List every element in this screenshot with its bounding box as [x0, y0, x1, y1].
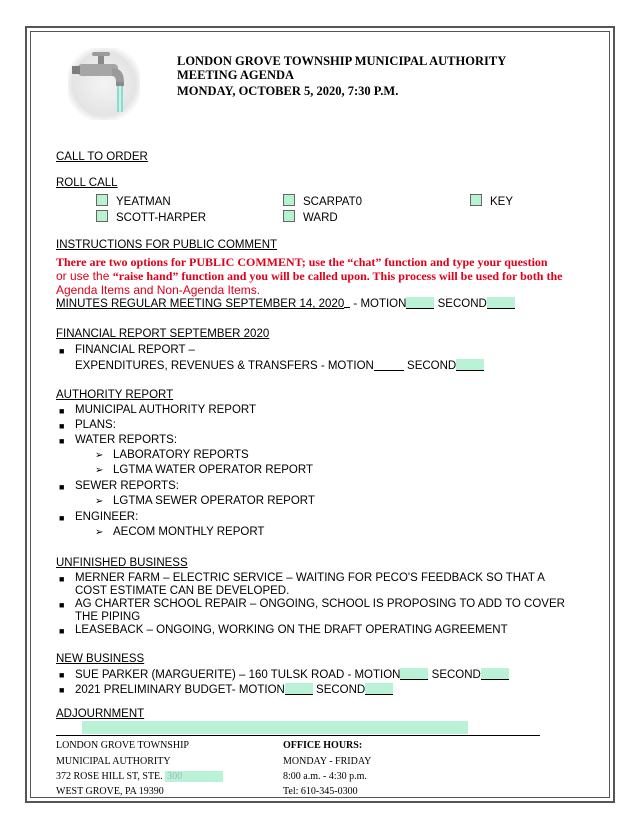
financial-motion-item: EXPENDITURES, REVENUES & TRANSFERS - MOTION SECOND [75, 359, 484, 372]
authority-subitem: AECOM MONTHLY REPORT [113, 526, 265, 538]
bullet-icon: ■ [59, 685, 65, 695]
new-business-item: 2021 PRELIMINARY BUDGET- MOTION SECOND [75, 683, 393, 696]
financial-report-heading: FINANCIAL REPORT SEPTEMBER 2020 [56, 328, 270, 340]
adjournment-highlight [82, 721, 468, 734]
faucet-logo-icon [68, 48, 140, 120]
header-meeting-date: MONDAY, OCTOBER 5, 2020, 7:30 P.M. [177, 84, 399, 98]
public-comment-line2: or use the “raise hand” function and you will be called upon. This process will be used for both the [56, 269, 563, 283]
checkbox-icon [96, 210, 108, 222]
checkbox-icon [470, 194, 482, 206]
public-comment-line3: Agenda Items and Non-Agenda Items. [56, 283, 261, 297]
bullet-icon: ■ [59, 346, 65, 356]
roll-call-member: SCARPAT0 [283, 194, 362, 208]
bullet-icon: ■ [59, 436, 65, 446]
checkbox-icon [283, 210, 295, 222]
roll-call-heading: ROLL CALL [56, 177, 118, 189]
authority-item: ENGINEER: [75, 511, 139, 523]
authority-item: WATER REPORTS: [75, 434, 178, 446]
authority-report-heading: AUTHORITY REPORT [56, 389, 174, 401]
unfinished-business-heading: UNFINISHED BUSINESS [56, 557, 188, 569]
roll-call-member: WARD [283, 210, 338, 224]
second-blank [481, 668, 509, 680]
authority-item: PLANS: [75, 419, 116, 431]
bullet-icon: ■ [59, 406, 65, 416]
unfinished-item: AG CHARTER SCHOOL REPAIR – ONGOING, SCHOOL IS PROPOSING TO ADD TO COVER [75, 598, 565, 610]
authority-subitem: LGTMA WATER OPERATOR REPORT [113, 464, 313, 476]
roll-call-member: SCOTT-HARPER [96, 210, 206, 224]
footer-rule [56, 735, 540, 736]
authority-item: SEWER REPORTS: [75, 480, 179, 492]
authority-item: MUNICIPAL AUTHORITY REPORT [75, 404, 257, 416]
footer-address-line: 372 ROSE HILL ST, STE. 300 [56, 771, 223, 782]
bullet-icon: ■ [59, 574, 65, 584]
footer-address-line: LONDON GROVE TOWNSHIP [56, 740, 189, 751]
unfinished-item: LEASEBACK – ONGOING, WORKING ON THE DRAFT OPERATING AGREEMENT [75, 624, 508, 636]
footer-address-line: MUNICIPAL AUTHORITY [56, 756, 171, 767]
arrow-bullet-icon: ➢ [95, 527, 104, 538]
financial-item: FINANCIAL REPORT – [75, 344, 195, 356]
motion-blank [374, 359, 404, 371]
office-hours-title: OFFICE HOURS: [283, 740, 363, 751]
motion-blank [406, 297, 434, 309]
authority-subitem: LABORATORY REPORTS [113, 449, 249, 461]
second-blank [365, 683, 393, 695]
bullet-icon: ■ [59, 670, 65, 680]
bullet-icon: ■ [59, 421, 65, 431]
unfinished-item-cont: THE PIPING [75, 611, 141, 623]
office-hours-line: 8:00 a.m. - 4:30 p.m. [283, 771, 367, 782]
bullet-icon: ■ [59, 626, 65, 636]
roll-call-member: KEY [470, 194, 513, 208]
new-business-item: SUE PARKER (MARGUERITE) – 160 TULSK ROAD - MOTION SECOND [75, 668, 509, 681]
adjournment-heading: ADJOURNMENT [56, 708, 145, 720]
unfinished-item-cont: COST ESTIMATE CAN BE DEVELOPED. [75, 585, 290, 597]
header-authority-name: LONDON GROVE TOWNSHIP MUNICIPAL AUTHORITY [177, 54, 507, 68]
public-comment-heading: INSTRUCTIONS FOR PUBLIC COMMENT [56, 239, 278, 251]
bullet-icon: ■ [59, 600, 65, 610]
arrow-bullet-icon: ➢ [95, 496, 104, 507]
second-blank [487, 297, 515, 309]
arrow-bullet-icon: ➢ [95, 450, 104, 461]
checkbox-icon [283, 194, 295, 206]
motion-blank [400, 668, 428, 680]
arrow-bullet-icon: ➢ [95, 465, 104, 476]
bullet-icon: ■ [59, 513, 65, 523]
office-hours-line: MONDAY - FRIDAY [283, 756, 372, 767]
bullet-icon: ■ [59, 482, 65, 492]
minutes-item: MINUTES REGULAR MEETING SEPTEMBER 14, 2020 - MOTION SECOND [56, 297, 515, 310]
public-comment-line1: There are two options for PUBLIC COMMENT; use the “chat” function and type your question [56, 255, 548, 269]
checkbox-icon [96, 194, 108, 206]
roll-call-member: YEATMAN [96, 194, 171, 208]
second-blank [456, 359, 484, 371]
office-phone: Tel: 610-345-0300 [283, 786, 358, 797]
call-to-order-heading: CALL TO ORDER [56, 151, 148, 163]
new-business-heading: NEW BUSINESS [56, 653, 145, 665]
authority-subitem: LGTMA SEWER OPERATOR REPORT [113, 495, 315, 507]
footer-address-line: WEST GROVE, PA 19390 [56, 786, 164, 797]
motion-blank [285, 683, 313, 695]
header-meeting-agenda: MEETING AGENDA [177, 68, 295, 82]
unfinished-item: MERNER FARM – ELECTRIC SERVICE – WAITING FOR PECO'S FEEDBACK SO THAT A [75, 572, 545, 584]
